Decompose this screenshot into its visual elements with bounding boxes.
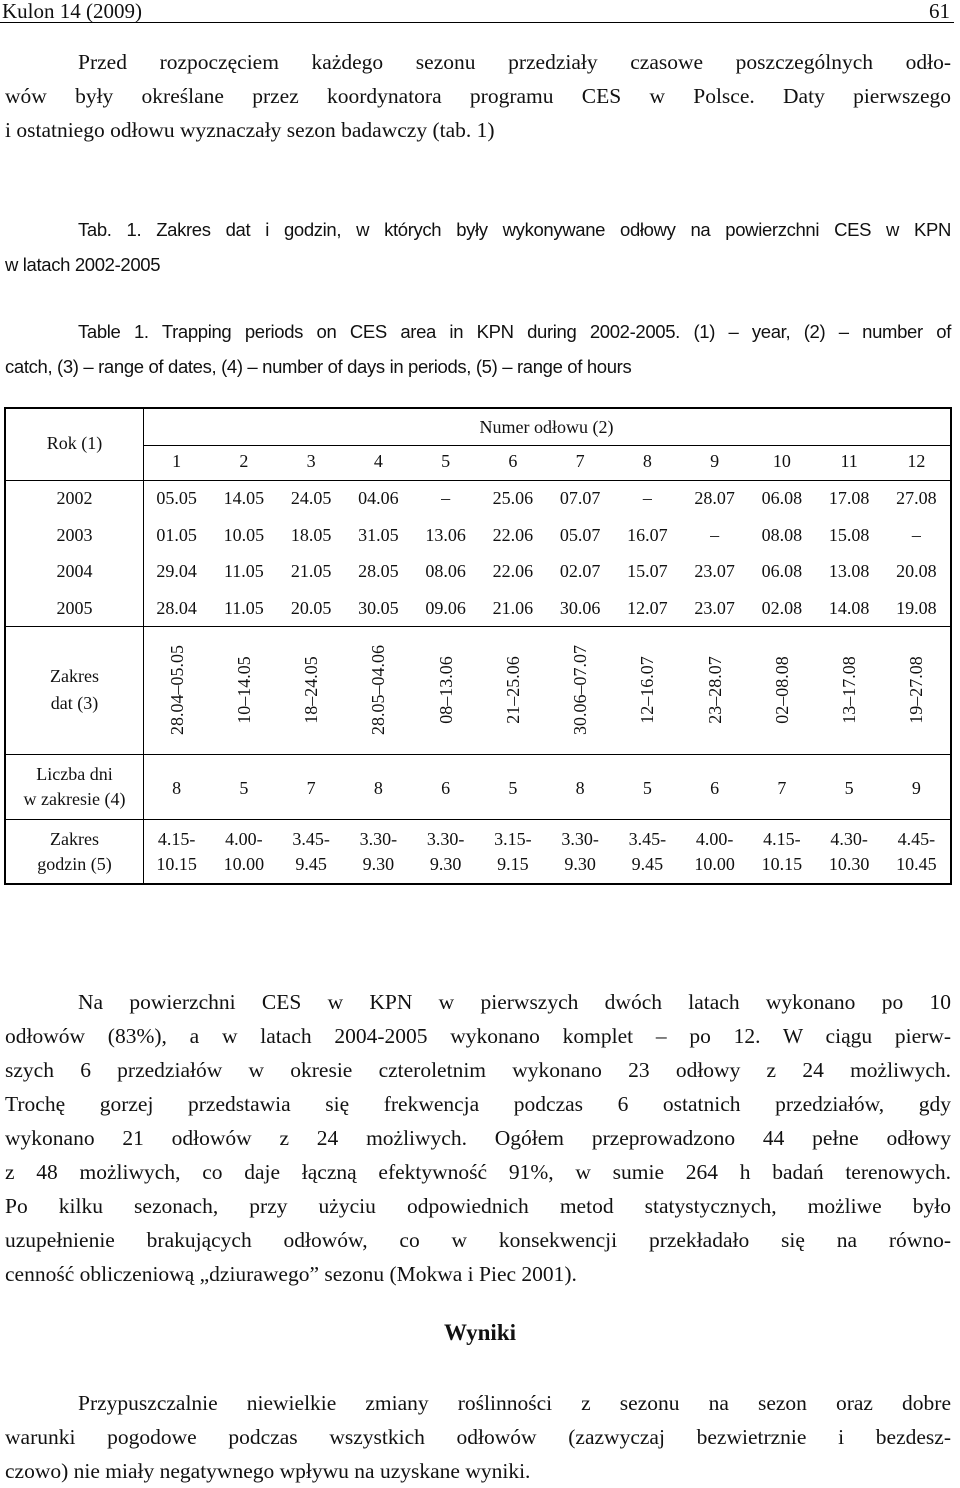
date-range: 19–27.08 bbox=[906, 656, 927, 724]
text-line: cenność obliczeniową „dziurawego” sezonu (Mokwa i Piec 2001). bbox=[5, 1262, 577, 1286]
hours-range bbox=[614, 827, 681, 877]
catch-date: 04.06 bbox=[358, 488, 399, 508]
catch-date: – bbox=[441, 488, 451, 508]
days-count: 8 bbox=[575, 778, 585, 798]
catch-number: 12 bbox=[907, 451, 926, 471]
catch-date: 15.08 bbox=[828, 524, 870, 545]
date-range-cell bbox=[479, 626, 546, 754]
running-header bbox=[0, 0, 954, 23]
caption-line: Tab. 1. Zakres dat i godzin, w których były wykonywane odłowy na powierzchni CES w KPN bbox=[78, 219, 951, 240]
hours-line: 3.30- bbox=[426, 829, 465, 849]
label-line: Zakres bbox=[50, 666, 99, 686]
catch-number: 4 bbox=[373, 451, 383, 471]
caption-line: Table 1. Trapping periods on CES area in KPN during 2002-2005. (1) – year, (2) – number of bbox=[78, 321, 951, 342]
text-line: z 48 możliwych, co daje łączną efektywność 91%, w sumie 264 h badań terenowych. bbox=[5, 1160, 951, 1184]
days-count: 5 bbox=[508, 778, 518, 798]
catch-date: 19.08 bbox=[896, 597, 937, 618]
days-count: 5 bbox=[239, 778, 249, 798]
catch-date: 14.05 bbox=[223, 488, 265, 508]
hours-line: 3.15- bbox=[494, 829, 532, 849]
catch-number: 10 bbox=[772, 451, 791, 471]
hours-line: 10.15 bbox=[761, 854, 803, 874]
text-line: uzupełnienie brakujących odłowów, co w konsekwencji przekładało się na równo- bbox=[5, 1228, 951, 1252]
catch-date: 02.08 bbox=[761, 597, 803, 618]
catch-number: 9 bbox=[710, 451, 720, 471]
hours-range bbox=[681, 827, 748, 877]
intro-paragraph bbox=[5, 45, 951, 147]
catch-date: 06.08 bbox=[761, 488, 803, 508]
hours-line: 9.30 bbox=[564, 854, 596, 874]
catch-date: 28.04 bbox=[156, 597, 197, 618]
catch-date: 07.07 bbox=[559, 488, 601, 508]
days-count: 5 bbox=[844, 778, 854, 798]
hours-range bbox=[345, 827, 412, 877]
label-line: Zakres bbox=[50, 829, 99, 849]
hours-line: 9.30 bbox=[429, 854, 462, 874]
text-line: szych 6 przedziałów w okresie czteroletnim wykonano 23 odłowy z 24 możliwych. bbox=[5, 1058, 951, 1082]
catch-date: 09.06 bbox=[425, 597, 466, 618]
catch-date: – bbox=[710, 524, 720, 545]
date-range: 10–14.05 bbox=[233, 656, 254, 724]
date-range-cell bbox=[547, 626, 614, 754]
text-line: i ostatniego odłowu wyznaczały sezon badawczy (tab. 1) bbox=[5, 118, 495, 142]
days-count: 8 bbox=[172, 778, 182, 798]
catch-date: 12.07 bbox=[627, 597, 668, 618]
caption-line: catch, (3) – range of dates, (4) – number of days in periods, (5) – range of hours bbox=[5, 356, 632, 377]
catch-date: 13.08 bbox=[828, 561, 870, 581]
text-line: wów były określane przez koordynatora programu CES w Polsce. Daty pierwszego bbox=[5, 84, 951, 108]
year-label: 2005 bbox=[56, 597, 93, 618]
results-paragraph bbox=[5, 1386, 951, 1488]
hours-line: 4.15- bbox=[157, 829, 196, 849]
date-range-cell bbox=[883, 626, 950, 754]
text-line: odłowów (83%), a w latach 2004-2005 wykonano komplet – po 12. W ciągu pierw- bbox=[5, 1024, 951, 1048]
date-range: 13–17.08 bbox=[839, 656, 860, 724]
hours-range bbox=[278, 827, 345, 877]
journal-title: Kulon 14 (2009) bbox=[2, 0, 142, 23]
hours-line: 10.00 bbox=[223, 854, 265, 874]
page-number: 61 bbox=[929, 0, 950, 23]
date-range-cell bbox=[614, 626, 681, 754]
catch-date: 15.07 bbox=[627, 561, 668, 581]
catch-date: 28.07 bbox=[694, 488, 735, 508]
catch-date: 13.06 bbox=[425, 524, 466, 545]
hours-line: 3.30- bbox=[359, 829, 398, 849]
hours-line: 10.30 bbox=[828, 854, 870, 874]
table-caption-english bbox=[5, 314, 951, 384]
range-label bbox=[6, 663, 143, 717]
text-line: warunki pogodowe podczas wszystkich odłowów (zazwyczaj bezwietrznie i bezdesz- bbox=[5, 1425, 951, 1449]
hours-range bbox=[210, 827, 277, 877]
catch-date: 11.05 bbox=[223, 561, 264, 581]
hours-line: 9.15 bbox=[497, 854, 529, 874]
table-rule bbox=[6, 819, 950, 820]
year-label: 2002 bbox=[56, 488, 93, 508]
catch-date: 08.08 bbox=[761, 524, 803, 545]
days-count: 9 bbox=[911, 778, 921, 798]
catch-date: 21.05 bbox=[290, 561, 332, 581]
catch-date: 11.05 bbox=[223, 597, 264, 618]
hours-line: 9.30 bbox=[362, 854, 395, 874]
catch-date: 20.05 bbox=[290, 597, 332, 618]
catch-date: 31.05 bbox=[358, 524, 399, 545]
text-line: Na powierzchni CES w KPN w pierwszych dwóch latach wykonano po 10 bbox=[78, 990, 951, 1014]
catch-date: 22.06 bbox=[492, 561, 534, 581]
hours-line: 10.15 bbox=[156, 854, 197, 874]
catch-date: 17.08 bbox=[828, 488, 870, 508]
hours-range bbox=[143, 827, 210, 877]
date-range-cell bbox=[278, 626, 345, 754]
catch-number: 1 bbox=[172, 451, 182, 471]
catch-date: – bbox=[911, 524, 921, 545]
year-label: 2004 bbox=[56, 561, 93, 581]
table-rule bbox=[6, 754, 950, 755]
hours-range bbox=[816, 827, 883, 877]
catch-date: 01.05 bbox=[156, 524, 197, 545]
date-range-cell bbox=[816, 626, 883, 754]
date-range: 28.05–04.06 bbox=[368, 645, 389, 735]
label-line: Liczba dni bbox=[36, 764, 113, 784]
catch-number: 5 bbox=[441, 451, 451, 471]
hours-range bbox=[883, 827, 950, 877]
hours-line: 4.15- bbox=[763, 829, 801, 849]
label-line: dat (3) bbox=[50, 693, 99, 713]
catch-date: 25.06 bbox=[492, 488, 534, 508]
hours-range bbox=[479, 827, 546, 877]
days-count: 6 bbox=[441, 778, 451, 798]
hours-line: 10.45 bbox=[896, 854, 937, 874]
date-range: 21–25.06 bbox=[502, 656, 523, 724]
catch-date: – bbox=[642, 488, 652, 508]
catch-date: 05.07 bbox=[559, 524, 601, 545]
catch-date: 30.06 bbox=[559, 597, 601, 618]
catch-date: 08.06 bbox=[425, 561, 466, 581]
date-range: 30.06–07.07 bbox=[570, 645, 591, 735]
days-count: 5 bbox=[642, 778, 652, 798]
catch-date: 10.05 bbox=[223, 524, 265, 545]
days-count: 7 bbox=[306, 778, 316, 798]
catch-number: 11 bbox=[840, 451, 858, 471]
year-header: Rok (1) bbox=[46, 433, 103, 453]
date-range-cell bbox=[412, 626, 479, 754]
catch-number: 3 bbox=[306, 451, 316, 471]
catch-date: 30.05 bbox=[358, 597, 399, 618]
catch-date: 24.05 bbox=[290, 488, 332, 508]
caption-line: w latach 2002-2005 bbox=[5, 254, 161, 275]
text-line: wykonano 21 odłowów z 24 możliwych. Ogółem przeprowadzono 44 pełne odłowy bbox=[5, 1126, 951, 1150]
year-label: 2003 bbox=[56, 524, 93, 545]
body-paragraph bbox=[5, 985, 951, 1291]
label-line: godzin (5) bbox=[37, 854, 112, 874]
hours-line: 3.30- bbox=[561, 829, 599, 849]
hours-range bbox=[748, 827, 815, 877]
hours-line: 4.00- bbox=[695, 829, 734, 849]
hours-line: 4.30- bbox=[830, 829, 868, 849]
catch-date: 05.05 bbox=[156, 488, 197, 508]
days-count: 8 bbox=[373, 778, 383, 798]
section-heading: Wyniki bbox=[443, 1320, 516, 1345]
catch-number: 6 bbox=[508, 451, 518, 471]
date-range-cell bbox=[345, 626, 412, 754]
date-range: 18–24.05 bbox=[301, 656, 322, 724]
date-range: 02–08.08 bbox=[771, 656, 792, 724]
hours-line: 4.00- bbox=[225, 829, 263, 849]
date-range: 12–16.07 bbox=[637, 656, 658, 724]
table-rule bbox=[143, 445, 950, 446]
catch-date: 28.05 bbox=[358, 561, 399, 581]
catch-date: 27.08 bbox=[896, 488, 937, 508]
date-range-cell bbox=[143, 626, 210, 754]
hours-line: 3.45- bbox=[292, 829, 330, 849]
catch-date: 02.07 bbox=[559, 561, 601, 581]
days-label bbox=[6, 762, 143, 812]
date-range: 28.04–05.05 bbox=[166, 645, 187, 735]
label-line: w zakresie (4) bbox=[23, 789, 126, 809]
catch-number: 7 bbox=[575, 451, 585, 471]
date-range-cell bbox=[748, 626, 815, 754]
text-line: Przypuszczalnie niewielkie zmiany roślinności z sezonu na sezon oraz dobre bbox=[78, 1391, 951, 1415]
text-line: czowo) nie miały negatywnego wpływu na uzyskane wyniki. bbox=[5, 1459, 531, 1483]
catch-date: 14.08 bbox=[828, 597, 870, 618]
catch-date: 21.06 bbox=[492, 597, 534, 618]
catch-date: 16.07 bbox=[627, 524, 668, 545]
hours-range bbox=[412, 827, 479, 877]
date-range: 23–28.07 bbox=[704, 656, 725, 724]
catch-date: 20.08 bbox=[896, 561, 937, 581]
date-range-cell bbox=[210, 626, 277, 754]
catch-number: 8 bbox=[642, 451, 652, 471]
catch-date: 22.06 bbox=[492, 524, 534, 545]
table-rule bbox=[6, 480, 950, 481]
trapping-periods-table bbox=[4, 407, 952, 885]
date-range: 08–13.06 bbox=[435, 656, 456, 724]
hours-line: 9.45 bbox=[631, 854, 664, 874]
hours-line: 4.45- bbox=[897, 829, 936, 849]
hours-line: 3.45- bbox=[628, 829, 667, 849]
text-line: Po kilku sezonach, przy użyciu odpowiednich metod statystycznych, możliwe było bbox=[5, 1194, 951, 1218]
date-range-cell bbox=[681, 626, 748, 754]
catch-date: 23.07 bbox=[694, 561, 735, 581]
text-line: Trochę gorzej przedstawia się frekwencja podczas 6 ostatnich przedziałów, gdy bbox=[5, 1092, 951, 1116]
text-line: Przed rozpoczęciem każdego sezonu przedziały czasowe poszczególnych odło- bbox=[78, 50, 951, 74]
catch-header: Numer odłowu (2) bbox=[479, 417, 614, 437]
hours-line: 9.45 bbox=[295, 854, 327, 874]
hours-label bbox=[6, 827, 143, 877]
days-count: 6 bbox=[710, 778, 720, 798]
table-caption-polish bbox=[5, 212, 951, 282]
days-count: 7 bbox=[777, 778, 787, 798]
catch-date: 23.07 bbox=[694, 597, 735, 618]
catch-date: 06.08 bbox=[761, 561, 803, 581]
catch-date: 18.05 bbox=[290, 524, 332, 545]
catch-number: 2 bbox=[239, 451, 249, 471]
hours-line: 10.00 bbox=[694, 854, 735, 874]
catch-date: 29.04 bbox=[156, 561, 197, 581]
hours-range bbox=[547, 827, 614, 877]
